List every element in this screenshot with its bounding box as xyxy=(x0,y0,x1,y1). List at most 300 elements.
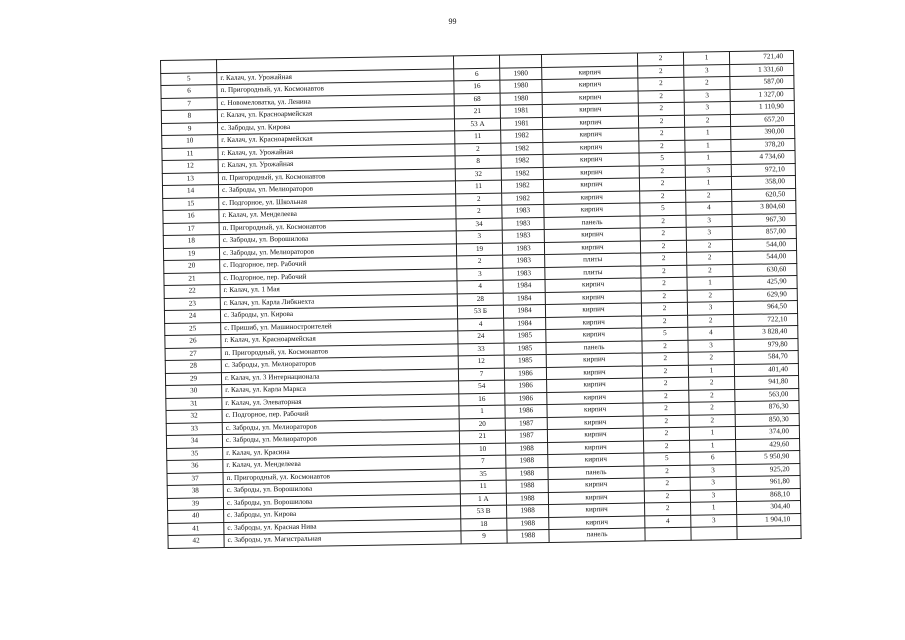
entrances-cell: 3 xyxy=(685,164,731,177)
row-number: 11 xyxy=(162,147,218,160)
year-cell: 1983 xyxy=(503,254,545,267)
row-number: 10 xyxy=(162,135,218,148)
area-cell: 722,10 xyxy=(734,313,798,327)
area-cell: 657,20 xyxy=(730,113,794,127)
house-number-cell xyxy=(453,55,499,68)
address-cell: с. Заброды, ул. Мелиораторов xyxy=(222,431,459,447)
row-number: 22 xyxy=(164,285,220,298)
house-number-cell: 24 xyxy=(458,330,504,343)
floors-cell: 2 xyxy=(640,190,686,203)
entrances-cell: 2 xyxy=(687,252,733,265)
year-cell: 1987 xyxy=(505,417,547,430)
material-cell: панель xyxy=(549,528,645,542)
year-cell: 1988 xyxy=(506,442,548,455)
year-cell: 1982 xyxy=(501,154,543,167)
area-cell: 1 327,00 xyxy=(730,88,794,102)
floors-cell: 2 xyxy=(638,90,684,103)
housing-table xyxy=(160,50,802,548)
floors-cell: 2 xyxy=(640,227,686,240)
entrances-cell: 1 xyxy=(683,52,729,65)
house-number-cell: 34 xyxy=(456,218,502,231)
row-number: 17 xyxy=(163,222,219,235)
material-cell: кирпич xyxy=(543,178,639,192)
floors-cell: 2 xyxy=(642,352,688,365)
address-cell: с. Заброды, ул. Мелиораторов xyxy=(221,356,458,372)
entrances-cell: 1 xyxy=(691,501,737,514)
year-cell: 1983 xyxy=(502,217,544,230)
entrances-cell: 3 xyxy=(684,89,730,102)
address-cell: п. Пригородный, ул. Космонавтов xyxy=(221,343,458,359)
material-cell: кирпич xyxy=(547,403,643,417)
floors-cell: 2 xyxy=(640,240,686,253)
area-cell: 721,40 xyxy=(729,51,793,65)
material-cell: кирпич xyxy=(543,128,639,142)
entrances-cell: 1 xyxy=(685,177,731,190)
row-number: 42 xyxy=(168,535,224,548)
row-number: 14 xyxy=(162,185,218,198)
address-cell: с. Заброды, ул. Магистральная xyxy=(224,531,461,547)
row-number: 9 xyxy=(161,122,217,135)
floors-cell: 2 xyxy=(641,290,687,303)
year-cell: 1985 xyxy=(504,342,546,355)
house-number-cell: 2 xyxy=(456,205,502,218)
floors-cell: 2 xyxy=(638,65,684,78)
year-cell: 1986 xyxy=(505,379,547,392)
area-cell: 374,00 xyxy=(735,426,799,440)
row-number: 27 xyxy=(165,347,221,360)
house-number-cell: 18 xyxy=(461,518,507,531)
material-cell: кирпич xyxy=(547,428,643,442)
entrances-cell: 2 xyxy=(687,264,733,277)
address-cell: с. Заброды, ул. Ворошилова xyxy=(219,231,456,247)
area-cell: 961,80 xyxy=(736,475,800,489)
year-cell: 1982 xyxy=(501,142,543,155)
address-cell: с. Подгорное, пер. Рабочий xyxy=(220,268,457,284)
floors-cell: 2 xyxy=(642,365,688,378)
house-number-cell: 2 xyxy=(455,143,501,156)
address-cell: г. Калач, ул. Урожайная xyxy=(218,143,455,159)
material-cell: кирпич xyxy=(548,478,644,492)
floors-cell: 2 xyxy=(643,377,689,390)
entrances-cell: 1 xyxy=(685,127,731,140)
house-number-cell: 1 xyxy=(459,405,505,418)
year-cell: 1988 xyxy=(506,479,548,492)
entrances-cell: 2 xyxy=(686,239,732,252)
house-number-cell: 33 xyxy=(458,343,504,356)
address-cell: п. Пригородный, ул. Космонавтов xyxy=(217,81,454,97)
material-cell: кирпич xyxy=(545,303,641,317)
floors-cell: 2 xyxy=(639,140,685,153)
material-cell: кирпич xyxy=(544,228,640,242)
year-cell xyxy=(499,55,541,68)
floors-cell: 2 xyxy=(639,165,685,178)
address-cell: г. Калач, ул. Менделеева xyxy=(223,456,460,472)
house-number-cell: 9 xyxy=(461,530,507,543)
year-cell: 1985 xyxy=(504,329,546,342)
row-number: 15 xyxy=(163,197,219,210)
address-cell: г. Калач, ул. Элеваторная xyxy=(222,393,459,409)
floors-cell: 2 xyxy=(639,177,685,190)
address-cell: с. Заброды, ул. Мелиораторов xyxy=(218,181,455,197)
row-number: 41 xyxy=(168,522,224,535)
entrances-cell: 1 xyxy=(689,427,735,440)
area-cell: 544,00 xyxy=(733,251,797,265)
floors-cell: 4 xyxy=(645,515,691,528)
entrances-cell: 1 xyxy=(687,277,733,290)
material-cell: кирпич xyxy=(548,440,644,454)
floors-cell: 5 xyxy=(642,327,688,340)
material-cell: плиты xyxy=(545,253,641,267)
floors-cell: 2 xyxy=(642,315,688,328)
row-number: 16 xyxy=(163,210,219,223)
row-number: 13 xyxy=(162,172,218,185)
area-cell: 925,20 xyxy=(736,463,800,477)
material-cell: кирпич xyxy=(543,140,639,154)
entrances-cell: 2 xyxy=(689,389,735,402)
material-cell: кирпич xyxy=(543,165,639,179)
area-cell: 868,10 xyxy=(736,488,800,502)
material-cell: кирпич xyxy=(547,415,643,429)
address-cell: г. Калач, ул. Красноармейская xyxy=(217,106,454,122)
material-cell: кирпич xyxy=(546,365,642,379)
material-cell: кирпич xyxy=(544,190,640,204)
row-number: 7 xyxy=(161,97,217,110)
year-cell: 1985 xyxy=(504,354,546,367)
year-cell: 1988 xyxy=(507,517,549,530)
house-number-cell: 68 xyxy=(454,93,500,106)
address-cell: г. Калач, ул. Карла Маркса xyxy=(222,381,459,397)
material-cell: кирпич xyxy=(542,115,638,129)
area-cell: 3 828,40 xyxy=(734,326,798,340)
row-number: 26 xyxy=(165,335,221,348)
entrances-cell: 3 xyxy=(684,64,730,77)
row-number: 25 xyxy=(165,322,221,335)
address-cell: г. Калач, ул. Красина xyxy=(223,443,460,459)
area-cell: 620,50 xyxy=(732,188,796,202)
area-cell: 972,10 xyxy=(731,163,795,177)
year-cell: 1980 xyxy=(500,67,542,80)
row-number xyxy=(161,60,217,73)
row-number: 28 xyxy=(165,360,221,373)
row-number: 5 xyxy=(161,72,217,85)
year-cell: 1982 xyxy=(501,167,543,180)
row-number: 19 xyxy=(163,247,219,260)
year-cell: 1983 xyxy=(502,204,544,217)
house-number-cell: 28 xyxy=(457,293,503,306)
row-number: 24 xyxy=(164,310,220,323)
area-cell: 544,00 xyxy=(732,238,796,252)
area-cell: 425,90 xyxy=(733,276,797,290)
area-cell: 964,50 xyxy=(733,301,797,315)
house-number-cell: 8 xyxy=(455,155,501,168)
address-cell: с. Подгорное, пер. Рабочий xyxy=(222,406,459,422)
row-number: 12 xyxy=(162,160,218,173)
year-cell: 1986 xyxy=(505,392,547,405)
house-number-cell: 1 А xyxy=(460,493,506,506)
house-number-cell: 16 xyxy=(459,393,505,406)
area-cell: 941,80 xyxy=(735,376,799,390)
address-cell: с. Подгорное, ул. Школьная xyxy=(219,193,456,209)
row-number: 23 xyxy=(164,297,220,310)
area-cell: 1 904,10 xyxy=(737,513,801,527)
entrances-cell: 2 xyxy=(688,352,734,365)
house-number-cell: 35 xyxy=(460,468,506,481)
house-number-cell: 7 xyxy=(460,455,506,468)
entrances-cell: 2 xyxy=(684,77,730,90)
floors-cell: 2 xyxy=(639,127,685,140)
material-cell: кирпич xyxy=(547,378,643,392)
area-cell: 857,00 xyxy=(732,226,796,240)
row-number: 20 xyxy=(164,260,220,273)
material-cell: кирпич xyxy=(542,90,638,104)
floors-cell: 2 xyxy=(641,277,687,290)
house-number-cell: 6 xyxy=(454,68,500,81)
material-cell: кирпич xyxy=(542,78,638,92)
address-cell: с. Пришиб, ул. Машиностроителей xyxy=(221,318,458,334)
house-number-cell: 21 xyxy=(454,105,500,118)
row-number: 6 xyxy=(161,85,217,98)
entrances-cell: 3 xyxy=(684,102,730,115)
area-cell: 5 950,90 xyxy=(736,451,800,465)
year-cell: 1986 xyxy=(504,367,546,380)
material-cell: кирпич xyxy=(549,503,645,517)
area-cell: 4 734,60 xyxy=(731,151,795,165)
table-body xyxy=(161,51,802,548)
address-cell: г. Калач, ул. Урожайная xyxy=(217,68,454,84)
floors-cell: 2 xyxy=(643,402,689,415)
year-cell: 1982 xyxy=(501,129,543,142)
year-cell: 1981 xyxy=(500,105,542,118)
house-number-cell: 11 xyxy=(460,480,506,493)
year-cell: 1984 xyxy=(503,292,545,305)
area-cell: 1 331,60 xyxy=(730,63,794,77)
address-cell: п. Пригородный, ул. Космонавтов xyxy=(218,168,455,184)
area-cell: 3 804,60 xyxy=(732,201,796,215)
floors-cell: 5 xyxy=(644,452,690,465)
house-number-cell: 11 xyxy=(455,130,501,143)
house-number-cell: 3 xyxy=(456,230,502,243)
entrances-cell: 3 xyxy=(690,464,736,477)
house-number-cell: 4 xyxy=(458,318,504,331)
entrances-cell: 2 xyxy=(684,114,730,127)
row-number: 35 xyxy=(167,447,223,460)
house-number-cell: 21 xyxy=(459,430,505,443)
house-number-cell: 53 Б xyxy=(457,305,503,318)
house-number-cell: 10 xyxy=(460,443,506,456)
material-cell: кирпич xyxy=(545,278,641,292)
material-cell: кирпич xyxy=(546,353,642,367)
entrances-cell xyxy=(691,526,737,539)
year-cell: 1986 xyxy=(505,404,547,417)
floors-cell: 2 xyxy=(644,477,690,490)
address-cell: с. Заброды, ул. Кирова xyxy=(217,118,454,134)
house-number-cell: 54 xyxy=(459,380,505,393)
area-cell: 1 110,90 xyxy=(730,101,794,115)
floors-cell: 2 xyxy=(644,490,690,503)
entrances-cell: 2 xyxy=(689,402,735,415)
address-cell: г. Калач, ул. 1 Мая xyxy=(220,281,457,297)
row-number: 37 xyxy=(167,472,223,485)
row-number: 8 xyxy=(161,110,217,123)
floors-cell: 2 xyxy=(644,465,690,478)
area-cell: 584,70 xyxy=(734,351,798,365)
house-number-cell: 32 xyxy=(455,168,501,181)
material-cell: кирпич xyxy=(548,453,644,467)
address-cell: с. Подгорное, пер. Рабочий xyxy=(220,256,457,272)
address-cell: г. Калач, ул. Карла Либкнехта xyxy=(220,293,457,309)
material-cell: кирпич xyxy=(547,390,643,404)
floors-cell: 2 xyxy=(638,102,684,115)
year-cell: 1984 xyxy=(503,304,545,317)
house-number-cell: 2 xyxy=(457,255,503,268)
year-cell: 1988 xyxy=(507,529,549,542)
entrances-cell: 2 xyxy=(689,377,735,390)
housing-table-wrapper xyxy=(160,50,802,548)
material-cell: кирпич xyxy=(542,65,638,79)
entrances-cell: 4 xyxy=(688,327,734,340)
area-cell: 630,60 xyxy=(733,263,797,277)
year-cell: 1988 xyxy=(506,454,548,467)
address-cell: г. Калач, ул. Урожайная xyxy=(218,156,455,172)
address-cell: г. Калач, ул. Менделеева xyxy=(219,206,456,222)
address-cell: с. Новомеловатка, ул. Ленина xyxy=(217,93,454,109)
floors-cell: 2 xyxy=(642,340,688,353)
entrances-cell: 1 xyxy=(685,139,731,152)
material-cell: кирпич xyxy=(544,240,640,254)
house-number-cell: 11 xyxy=(455,180,501,193)
area-cell: 979,80 xyxy=(734,338,798,352)
material-cell: панель xyxy=(544,215,640,229)
area-cell xyxy=(737,525,801,539)
year-cell: 1982 xyxy=(501,179,543,192)
address-cell: г. Калач, ул. Красноармейская xyxy=(218,131,455,147)
page-number: 99 xyxy=(448,17,457,26)
year-cell: 1987 xyxy=(505,429,547,442)
entrances-cell: 3 xyxy=(688,339,734,352)
row-number: 21 xyxy=(164,272,220,285)
floors-cell: 2 xyxy=(638,115,684,128)
material-cell: плиты xyxy=(545,265,641,279)
floors-cell: 5 xyxy=(640,202,686,215)
entrances-cell: 3 xyxy=(687,302,733,315)
floors-cell: 2 xyxy=(641,302,687,315)
entrances-cell: 4 xyxy=(686,202,732,215)
floors-cell: 2 xyxy=(641,265,687,278)
material-cell: кирпич xyxy=(549,515,645,529)
entrances-cell: 3 xyxy=(690,477,736,490)
entrances-cell: 3 xyxy=(691,514,737,527)
year-cell: 1980 xyxy=(500,92,542,105)
area-cell: 358,00 xyxy=(731,176,795,190)
floors-cell: 2 xyxy=(640,215,686,228)
year-cell: 1984 xyxy=(504,317,546,330)
entrances-cell: 2 xyxy=(688,314,734,327)
area-cell: 429,60 xyxy=(736,438,800,452)
material-cell: панель xyxy=(548,465,644,479)
area-cell: 563,00 xyxy=(735,388,799,402)
address-cell: с. Заброды, ул. Мелиораторов xyxy=(222,418,459,434)
entrances-cell: 1 xyxy=(685,152,731,165)
row-number: 34 xyxy=(166,435,222,448)
year-cell: 1988 xyxy=(506,467,548,480)
entrances-cell: 1 xyxy=(690,439,736,452)
address-cell: п. Пригородный, ул. Космонавтов xyxy=(223,468,460,484)
house-number-cell: 16 xyxy=(454,80,500,93)
year-cell: 1983 xyxy=(503,267,545,280)
entrances-cell: 1 xyxy=(688,364,734,377)
floors-cell: 2 xyxy=(643,427,689,440)
row-number: 29 xyxy=(165,372,221,385)
entrances-cell: 3 xyxy=(690,489,736,502)
row-number: 40 xyxy=(168,510,224,523)
row-number: 30 xyxy=(166,385,222,398)
address-cell: с. Заброды, ул. Кирова xyxy=(224,506,461,522)
floors-cell: 2 xyxy=(638,77,684,90)
address-cell: с. Заброды, ул. Ворошилова xyxy=(223,493,460,509)
year-cell: 1988 xyxy=(506,492,548,505)
house-number-cell: 7 xyxy=(458,368,504,381)
entrances-cell: 3 xyxy=(686,227,732,240)
year-cell: 1988 xyxy=(507,504,549,517)
area-cell: 967,30 xyxy=(732,213,796,227)
entrances-cell: 2 xyxy=(689,414,735,427)
material-cell: кирпич xyxy=(544,203,640,217)
year-cell: 1982 xyxy=(502,192,544,205)
house-number-cell: 19 xyxy=(456,243,502,256)
floors-cell: 2 xyxy=(641,252,687,265)
year-cell: 1980 xyxy=(500,80,542,93)
row-number: 31 xyxy=(166,397,222,410)
material-cell: кирпич xyxy=(548,490,644,504)
year-cell: 1981 xyxy=(500,117,542,130)
area-cell: 304,40 xyxy=(737,500,801,514)
material-cell: кирпич xyxy=(546,328,642,342)
row-number: 39 xyxy=(167,497,223,510)
house-number-cell: 2 xyxy=(456,193,502,206)
house-number-cell: 4 xyxy=(457,280,503,293)
entrances-cell: 2 xyxy=(686,189,732,202)
material-cell: кирпич xyxy=(543,153,639,167)
row-number: 32 xyxy=(166,410,222,423)
address-cell: г. Калач, ул. Красноармейская xyxy=(221,331,458,347)
area-cell: 587,00 xyxy=(730,76,794,90)
area-cell: 401,40 xyxy=(734,363,798,377)
material-cell: кирпич xyxy=(546,315,642,329)
address-cell: с. Заброды, ул. Кирова xyxy=(220,306,457,322)
address-cell: г. Калач, ул. 3 Интернационала xyxy=(221,368,458,384)
area-cell: 378,20 xyxy=(731,138,795,152)
floors-cell xyxy=(645,527,691,540)
house-number-cell: 53 В xyxy=(461,505,507,518)
entrances-cell: 2 xyxy=(687,289,733,302)
floors-cell: 2 xyxy=(644,440,690,453)
row-number: 33 xyxy=(166,422,222,435)
year-cell: 1983 xyxy=(502,242,544,255)
area-cell: 850,30 xyxy=(735,413,799,427)
floors-cell: 5 xyxy=(639,152,685,165)
floors-cell: 2 xyxy=(643,415,689,428)
house-number-cell: 12 xyxy=(458,355,504,368)
floors-cell: 2 xyxy=(637,52,683,65)
year-cell: 1984 xyxy=(503,279,545,292)
address-cell: с. Заброды, ул. Красная Нива xyxy=(224,518,461,534)
material-cell: кирпич xyxy=(545,290,641,304)
year-cell: 1983 xyxy=(502,229,544,242)
address-cell: с. Заброды, ул. Мелиораторов xyxy=(219,243,456,259)
floors-cell: 2 xyxy=(645,502,691,515)
row-number: 38 xyxy=(167,485,223,498)
area-cell: 390,00 xyxy=(731,126,795,140)
